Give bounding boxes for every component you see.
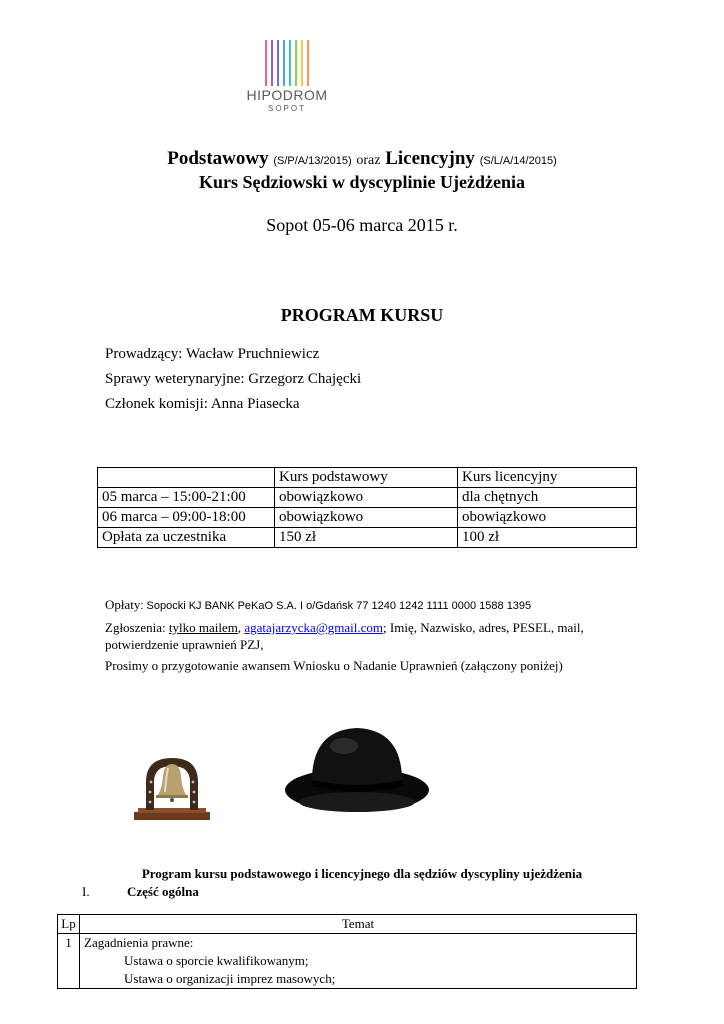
table-cell: 06 marca – 09:00-18:00: [98, 508, 275, 528]
schedule-table: [97, 467, 637, 548]
license-course-label: Licencyjny: [385, 148, 475, 169]
logo-bar-1: [265, 40, 267, 86]
table-cell: 150 zł: [275, 528, 458, 548]
application-line-2: potwierdzenie uprawnień PZJ,: [105, 637, 264, 652]
logo-bar-5: [289, 40, 291, 86]
table-cell: obowiązkowo: [275, 508, 458, 528]
license-course-code: (S/L/A/14/2015): [479, 155, 557, 167]
basic-course-label: Podstawowy: [167, 148, 269, 169]
logo-bar-7: [301, 40, 303, 86]
logo-bar-4: [283, 40, 285, 86]
table-cell: [80, 934, 637, 989]
program-heading: PROGRAM KURSU: [280, 305, 444, 325]
apply-required-data: ; Imię, Nazwisko, adres, PESEL, mail,: [383, 620, 584, 635]
table-cell: 05 marca – 15:00-21:00: [98, 488, 275, 508]
email-link[interactable]: agatajarzycka@gmail.com: [244, 620, 384, 635]
staff-committee: Członek komisji: Anna Piasecka: [105, 396, 300, 412]
table-cell: 1: [58, 934, 80, 989]
table-header: Lp: [58, 915, 80, 934]
table-row: [98, 488, 637, 508]
table-cell: obowiązkowo: [275, 488, 458, 508]
logo-bar-8: [307, 40, 309, 86]
course-types-line: [0, 148, 724, 170]
table-row: [58, 915, 637, 934]
table-cell: obowiązkowo: [458, 508, 637, 528]
fees-line: [105, 597, 531, 613]
course-title: Kurs Sędziowski w dyscyplinie Ujeżdżenia: [198, 172, 525, 192]
topic-subitem: Ustawa o organizacji imprez masowych;: [124, 971, 336, 986]
table-cell: dla chętnych: [458, 488, 637, 508]
application-line: [105, 620, 584, 636]
hipodrom-logo-bars: [263, 40, 311, 86]
topics-table: [57, 914, 637, 989]
table-cell: 100 zł: [458, 528, 637, 548]
logo-bar-2: [271, 40, 273, 86]
section-title: Część ogólna: [127, 884, 199, 899]
staff-lead: Prowadzący: Wacław Pruchniewicz: [105, 346, 320, 362]
table-row: [98, 508, 637, 528]
section-number: I.: [82, 884, 90, 899]
table-header: Kurs podstawowy: [275, 468, 458, 488]
table-cell: Opłata za uczestnika: [98, 528, 275, 548]
conjunction: oraz: [356, 153, 381, 168]
place-date: Sopot 05-06 marca 2015 r.: [266, 215, 458, 235]
fees-label: Opłaty: [105, 597, 141, 612]
fees-account: : Sopocki KJ BANK PeKaO S.A. I o/Gdańsk 77 1240 1242 1111 0000 1588 1395: [140, 600, 532, 612]
table-row: [98, 528, 637, 548]
logo-bar-6: [295, 40, 297, 86]
logo-subtitle: SOPOT: [267, 104, 306, 113]
bell-horseshoe-image: [132, 752, 212, 822]
logo-name: HIPODROM: [246, 87, 328, 103]
program-title: Program kursu podstawowego i licencyjnego dla sędziów dyscypliny ujeżdżenia: [141, 866, 583, 881]
logo-bar-3: [277, 40, 279, 86]
topic-subitem: Ustawa o sporcie kwalifikowanym;: [124, 953, 309, 968]
table-cell: [98, 468, 275, 488]
table-row: [98, 468, 637, 488]
table-header: Kurs licencyjny: [458, 468, 637, 488]
apply-email-only: tylko mailem: [168, 620, 238, 635]
staff-vet: Sprawy weterynaryjne: Grzegorz Chajęcki: [105, 371, 362, 387]
topic-text: Zagadnienia prawne:: [84, 935, 194, 950]
table-row: [58, 934, 637, 989]
bowler-hat-image: [282, 720, 432, 818]
apply-label: Zgłoszenia:: [105, 620, 169, 635]
request-line: Prosimy o przygotowanie awansem Wniosku o Nadanie Uprawnień (załączony poniżej): [105, 658, 563, 673]
apply-separator: ,: [237, 620, 245, 635]
basic-course-code: (S/P/A/13/2015): [273, 155, 352, 167]
table-header: Temat: [80, 915, 637, 934]
